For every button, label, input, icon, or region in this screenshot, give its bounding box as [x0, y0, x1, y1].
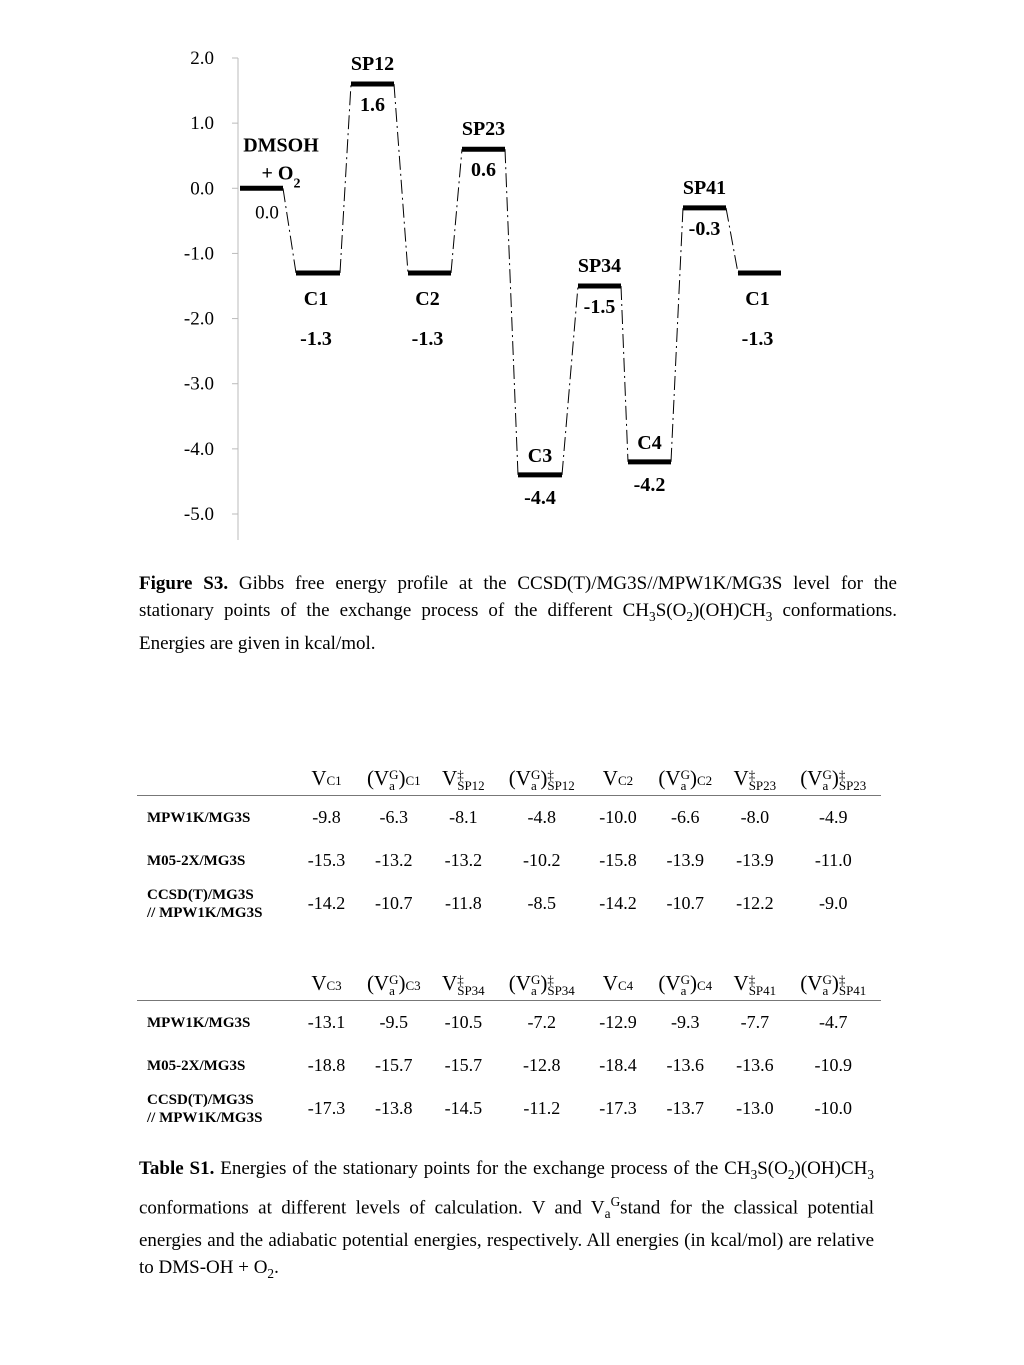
header-superscript: ‡: [838, 972, 846, 987]
header-subscript: a: [530, 778, 537, 793]
header-script-stack: [389, 974, 398, 996]
header-close: ): [831, 765, 839, 790]
energy-value: -14.2: [599, 893, 637, 913]
table-caption-sub: 2: [267, 1265, 275, 1281]
energy-value: -7.2: [527, 1012, 557, 1032]
figure-caption: [139, 570, 897, 657]
column-header: [298, 950, 355, 1001]
energy-value: -10.5: [444, 1012, 483, 1032]
header-main: (V: [658, 970, 681, 995]
table-caption-sub: a: [604, 1205, 611, 1221]
table-caption-text: Energies of the stationary points for the exchange process of the CH: [214, 1158, 751, 1179]
header-close: ): [540, 765, 548, 790]
header-script-stack: [681, 769, 690, 791]
table-row: [137, 1044, 881, 1087]
header-subscript: SP23: [838, 778, 867, 793]
connector-line: [505, 149, 518, 475]
table-caption: [139, 1155, 874, 1287]
table-caption-sup: G: [610, 1193, 621, 1209]
level-name-sp12: SP12: [350, 53, 395, 76]
header-superscript: ‡: [457, 767, 464, 782]
header-main: (V: [800, 765, 823, 790]
column-header: [786, 950, 881, 1001]
header-subscript: a: [530, 983, 537, 998]
level-value-c1b: -1.3: [741, 327, 774, 350]
figure-caption-text: )(OH)CH: [692, 600, 766, 621]
energy-value: -10.0: [814, 1098, 853, 1118]
level-name-c4: C4: [637, 431, 662, 454]
energy-table-2: [137, 950, 881, 1130]
header-superscript: G: [680, 972, 690, 987]
header-superscript: G: [822, 972, 832, 987]
header-subscript: SP41: [838, 983, 867, 998]
level-line1: MPW1K/MG3S: [147, 809, 251, 826]
header-cell-empty: [137, 950, 298, 1001]
header-script-stack: [749, 769, 776, 791]
energy-value: -15.7: [375, 1055, 413, 1075]
energy-value: -10.0: [599, 807, 637, 827]
energy-value: -18.4: [599, 1055, 637, 1075]
level-line1: M05-2X/MG3S: [147, 852, 246, 869]
table-caption-text: stand for the classical potential energies and the adiabatic potential energies, respectively. All energies (in kcal/mol) are relative to DMS-OH + O: [139, 1197, 874, 1278]
energy-value: -4.8: [527, 807, 557, 827]
header-superscript: ‡: [838, 767, 846, 782]
energy-value: -10.7: [375, 893, 413, 913]
energy-value: -12.2: [736, 893, 774, 913]
connector-line: [621, 286, 628, 462]
header-subscript: a: [680, 983, 687, 998]
level-value-sp12: 1.6: [360, 94, 385, 117]
energy-value: -13.0: [736, 1098, 774, 1118]
header-script-stack: [457, 974, 484, 996]
header-subscript: C3: [405, 977, 421, 993]
column-header: [589, 745, 646, 796]
figure-caption-text: Gibbs free energy profile at the CCSD(T)/MG3S//MPW1K/MG3S level for the stationary points of the exchange process of the different CH: [139, 573, 897, 621]
header-superscript: ‡: [547, 972, 554, 987]
level-name-sp34: SP34: [577, 255, 622, 277]
header-close: ): [689, 970, 697, 995]
header-script-stack: [326, 772, 342, 788]
header-subscript: C1: [405, 772, 421, 788]
table-row: [137, 1087, 881, 1130]
header-script-stack: [547, 974, 574, 996]
table-caption-sub: 3: [750, 1166, 758, 1182]
header-script-stack: [617, 977, 634, 993]
header-script-stack: [405, 977, 421, 993]
connector-line: [451, 149, 462, 273]
column-header: [589, 950, 646, 1001]
y-tick-label: -2.0: [183, 308, 214, 330]
connector-lines: [283, 84, 738, 475]
energy-value: -11.2: [523, 1098, 561, 1118]
column-header: [355, 745, 433, 796]
energy-value: -12.8: [523, 1055, 561, 1075]
connector-line: [283, 188, 296, 273]
level-line1: M05-2X/MG3S: [147, 1057, 246, 1074]
level-value-c3: -4.4: [524, 486, 556, 509]
header-subscript: a: [389, 983, 395, 998]
energy-value: -13.2: [375, 850, 413, 870]
energy-value: -11.0: [814, 850, 852, 870]
energy-value: -11.8: [444, 893, 482, 913]
header-superscript: G: [389, 972, 399, 987]
header-close: ): [398, 765, 406, 790]
header-script-stack: [547, 769, 574, 791]
table-caption-sub: 3: [867, 1166, 874, 1182]
connector-line: [726, 208, 738, 273]
energy-value: -15.8: [599, 850, 637, 870]
column-header: [724, 950, 786, 1001]
y-tick-label: -4.0: [183, 438, 214, 460]
level-value-sp23: 0.6: [471, 159, 496, 182]
column-header: [355, 950, 433, 1001]
header-script-stack: [681, 974, 690, 996]
header-script-stack: [531, 974, 540, 996]
header-superscript: ‡: [748, 972, 756, 987]
header-main: V: [733, 765, 749, 790]
column-header: [646, 950, 724, 1001]
header-subscript: C3: [326, 977, 342, 993]
connector-line: [562, 286, 578, 475]
header-subscript: a: [822, 778, 829, 793]
column-header: [646, 745, 724, 796]
header-subscript: C4: [617, 977, 634, 993]
level-value-dmsoh: 0.0: [255, 202, 279, 224]
energy-value: -9.5: [379, 1012, 409, 1032]
header-subscript: a: [680, 778, 687, 793]
level-name-sp41: SP41: [682, 176, 727, 199]
header-superscript: G: [389, 767, 399, 782]
header-script-stack: [749, 974, 776, 996]
header-script-stack: [405, 772, 421, 788]
level-value-sp34: -1.5: [583, 296, 616, 318]
y-tick-label: 1.0: [190, 113, 214, 135]
energy-value: -15.7: [444, 1055, 483, 1075]
level-of-theory: [137, 1044, 298, 1087]
energy-value: -8.0: [740, 807, 770, 827]
level-of-theory: [137, 839, 298, 882]
connector-line: [671, 208, 683, 462]
y-tick-label: -1.0: [183, 243, 214, 265]
header-main: V: [442, 970, 458, 995]
level-name-dmsoh: DMSOH: [243, 134, 319, 157]
table-caption-text: .: [274, 1256, 279, 1278]
column-header: [433, 950, 495, 1001]
header-script-stack: [389, 769, 398, 791]
y-axis-ticks: [184, 48, 238, 525]
energy-value: -4.9: [819, 807, 848, 827]
header-subscript: SP23: [748, 778, 777, 793]
table-caption-text: )(OH)CH: [794, 1158, 868, 1179]
level-name-sp23: SP23: [461, 118, 506, 141]
header-script-stack: [531, 769, 540, 791]
energy-value: -17.3: [307, 1098, 346, 1118]
level-value-sp41: -0.3: [688, 217, 721, 240]
energy-value: -6.6: [671, 807, 700, 827]
table-caption-label: Table S1.: [139, 1158, 215, 1179]
column-header: [494, 950, 589, 1001]
energy-value: -13.6: [736, 1055, 774, 1075]
y-tick-label: -5.0: [183, 504, 214, 525]
header-row: [137, 950, 881, 1001]
header-main: V: [602, 971, 618, 995]
energy-value: -13.9: [666, 850, 705, 870]
header-main: V: [733, 970, 749, 995]
header-script-stack: [696, 977, 713, 993]
level-name-c2: C2: [415, 287, 440, 310]
energy-value: -12.9: [599, 1012, 637, 1032]
header-subscript: C2: [696, 772, 713, 788]
level-value-c1a: -1.3: [300, 327, 332, 350]
column-header: [494, 745, 589, 796]
header-script-stack: [839, 769, 866, 791]
header-superscript: G: [530, 972, 541, 987]
header-main: V: [602, 766, 618, 790]
level-name-dmsoh-o2: + $O_2$: [261, 162, 301, 191]
figure-caption-sub: 3: [649, 608, 656, 624]
header-superscript: ‡: [457, 972, 464, 987]
column-header: [724, 745, 786, 796]
header-script-stack: [457, 769, 484, 791]
header-cell-empty: [137, 745, 298, 796]
level-value-c2: -1.3: [411, 327, 444, 350]
header-subscript: SP12: [547, 778, 575, 793]
energy-value: -13.1: [307, 1012, 346, 1032]
energy-value: -8.1: [449, 807, 478, 827]
header-script-stack: [617, 772, 634, 788]
header-main: (V: [366, 765, 390, 790]
energy-value: -8.5: [527, 893, 557, 913]
header-main: (V: [800, 970, 823, 995]
table-row: [137, 796, 881, 840]
header-subscript: C1: [326, 772, 342, 788]
figure-caption-text: S(O: [655, 600, 687, 621]
level-of-theory: [137, 1001, 298, 1045]
energy-profile-chart: [0, 0, 1024, 560]
level-name-c3: C3: [527, 444, 553, 467]
header-main: V: [311, 766, 327, 790]
level-line1: CCSD(T)/MG3S: [147, 886, 254, 903]
y-tick-label: 2.0: [190, 48, 214, 69]
header-close: ): [398, 970, 406, 995]
y-tick-label: 0.0: [190, 178, 214, 200]
level-of-theory: [137, 1087, 298, 1130]
energy-value: -4.7: [819, 1012, 848, 1032]
level-line2: // MPW1K/MG3S: [147, 1109, 263, 1126]
energy-value: -14.2: [307, 893, 346, 913]
header-superscript: ‡: [547, 767, 554, 782]
header-close: ): [831, 970, 839, 995]
header-script-stack: [822, 974, 831, 996]
energy-value: -10.2: [523, 850, 561, 870]
energy-value: -10.9: [814, 1055, 853, 1075]
header-subscript: SP34: [547, 983, 575, 998]
header-main: (V: [366, 970, 390, 995]
header-superscript: G: [680, 767, 690, 782]
energy-value: -13.6: [666, 1055, 705, 1075]
energy-value: -13.7: [666, 1098, 705, 1118]
connector-line: [394, 84, 408, 273]
column-header: [433, 745, 495, 796]
energy-value: -10.7: [666, 893, 705, 913]
figure-caption-sub: 3: [765, 608, 773, 624]
header-subscript: SP41: [748, 983, 777, 998]
header-main: (V: [658, 765, 681, 790]
level-line2: // MPW1K/MG3S: [147, 904, 263, 921]
header-script-stack: [839, 974, 866, 996]
level-line1: MPW1K/MG3S: [147, 1014, 251, 1031]
energy-value: -13.2: [444, 850, 483, 870]
header-script-stack: [822, 769, 831, 791]
level-name-c1a: C1: [303, 287, 329, 310]
table-caption-text: S(O: [757, 1158, 788, 1179]
level-value-c4: -4.2: [633, 473, 666, 496]
level-name-c1b: C1: [745, 287, 770, 310]
energy-value: -7.7: [740, 1012, 770, 1032]
header-close: ): [689, 765, 697, 790]
table-caption-sub: 2: [787, 1166, 795, 1182]
y-tick-label: -3.0: [183, 373, 214, 395]
column-header: [786, 745, 881, 796]
header-subscript: C2: [617, 772, 634, 788]
energy-value: -14.5: [444, 1098, 483, 1118]
energy-value: -9.8: [312, 807, 341, 827]
header-row: [137, 745, 881, 796]
header-superscript: G: [822, 767, 832, 782]
table-row: [137, 882, 881, 925]
figure-caption-label: Figure S3.: [139, 573, 229, 594]
header-subscript: C4: [696, 977, 713, 993]
energy-value: -9.3: [671, 1012, 700, 1032]
connector-line: [340, 84, 351, 273]
column-header: [298, 745, 355, 796]
figure-caption-sub: 2: [686, 608, 693, 624]
energy-value: -13.8: [375, 1098, 413, 1118]
energy-value: -15.3: [307, 850, 346, 870]
level-of-theory: [137, 882, 298, 925]
header-main: (V: [508, 970, 531, 995]
figure-caption-text: conformations. Energies are given in kcal/mol.: [139, 600, 897, 654]
energy-value: -18.8: [307, 1055, 346, 1075]
header-main: V: [442, 765, 458, 790]
table-caption-text: conformations at different levels of calculation. V and V: [139, 1197, 605, 1219]
header-subscript: SP34: [457, 983, 485, 998]
energy-value: -13.9: [736, 850, 774, 870]
header-superscript: ‡: [748, 767, 756, 782]
energy-value: -9.0: [819, 893, 848, 913]
energy-value: -6.3: [379, 807, 409, 827]
header-close: ): [540, 970, 548, 995]
energy-table-1: [137, 745, 881, 925]
table-row: [137, 839, 881, 882]
level-line1: CCSD(T)/MG3S: [147, 1091, 254, 1108]
table-row: [137, 1001, 881, 1045]
header-subscript: SP12: [457, 778, 485, 793]
header-subscript: a: [822, 983, 829, 998]
level-of-theory: [137, 796, 298, 840]
header-script-stack: [696, 772, 713, 788]
header-script-stack: [326, 977, 342, 993]
energy-value: -17.3: [599, 1098, 637, 1118]
header-subscript: a: [389, 778, 395, 793]
header-main: V: [311, 971, 327, 995]
header-main: (V: [508, 765, 531, 790]
header-superscript: G: [530, 767, 541, 782]
